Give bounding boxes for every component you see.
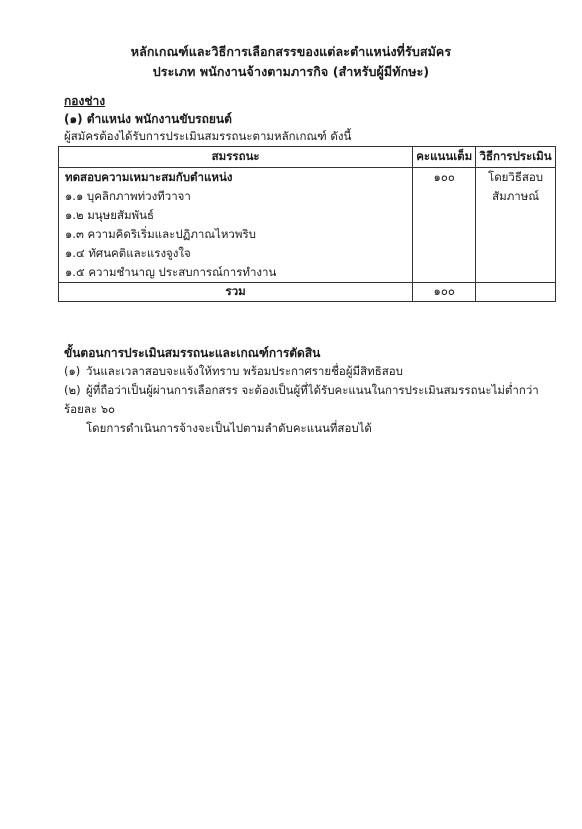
step-item [64,362,403,381]
method-line2: สัมภาษณ์ [492,189,540,203]
document-title-line1: หลักเกณฑ์และวิธีการเลือกสรรของแต่ละตำแหน่งที่รับสมัคร [130,44,452,59]
criteria-table [58,146,556,302]
step-number: (๑) [64,364,81,378]
step-text: ผู้ที่ถือว่าเป็นผู้ผ่านการเลือกสรร จะต้องเป็นผู้ที่ได้รับคะแนนในการประเมินสมรรถนะไม่ต่ำกว่าร้อยละ ๖๐ [64,383,539,416]
table-row [59,168,556,283]
total-score: ๑๐๐ [413,283,476,302]
method-cell [476,168,556,283]
sub-item: ๑.๒ มนุษยสัมพันธ์ [65,208,155,222]
department-label: กองช่าง [64,94,106,108]
step-number: (๒) [64,383,81,397]
total-row [59,283,556,302]
header-method: วิธีการประเมิน [476,147,556,168]
method-line1: โดยวิธีสอบ [488,170,544,184]
sub-item: ๑.๕ ความชำนาญ ประสบการณ์การทำงาน [65,265,277,279]
steps-title: ขั้นตอนการประเมินสมรรถนะและเกณฑ์การตัดสิน [64,346,321,360]
step-continuation: โดยการดำเนินการจ้างจะเป็นไปตามลำดับคะแนนที่สอบได้ [86,421,372,435]
total-method-empty [476,283,556,302]
position-title: (๑) ตำแหน่ง พนักงานขับรถยนต์ [64,112,232,126]
header-full-score: คะแนนเต็ม [413,147,476,168]
score-cell: ๑๐๐ [413,168,476,283]
step-item [64,381,544,438]
step-text: วันและเวลาสอบจะแจ้งให้ทราบ พร้อมประกาศรายชื่อผู้มีสิทธิสอบ [86,364,403,378]
sub-item: ๑.๑ บุคลิกภาพท่วงทีวาจา [65,189,191,203]
sub-item: ๑.๔ ทัศนคติและแรงจูงใจ [65,246,191,260]
competency-cell [59,168,413,283]
table-header-row [59,147,556,168]
document-title-line2: ประเภท พนักงานจ้างตามภารกิจ (สำหรับผู้มีทักษะ) [152,64,430,79]
total-label: รวม [59,283,413,302]
intro-text: ผู้สมัครต้องได้รับการประเมินสมรรถนะตามหลักเกณฑ์ ดังนี้ [64,129,352,143]
header-competency: สมรรถนะ [59,147,413,168]
main-item: ทดสอบความเหมาะสมกับตำแหน่ง [65,170,233,184]
sub-item: ๑.๓ ความคิดริเริ่มและปฏิภาณไหวพริบ [65,227,256,241]
